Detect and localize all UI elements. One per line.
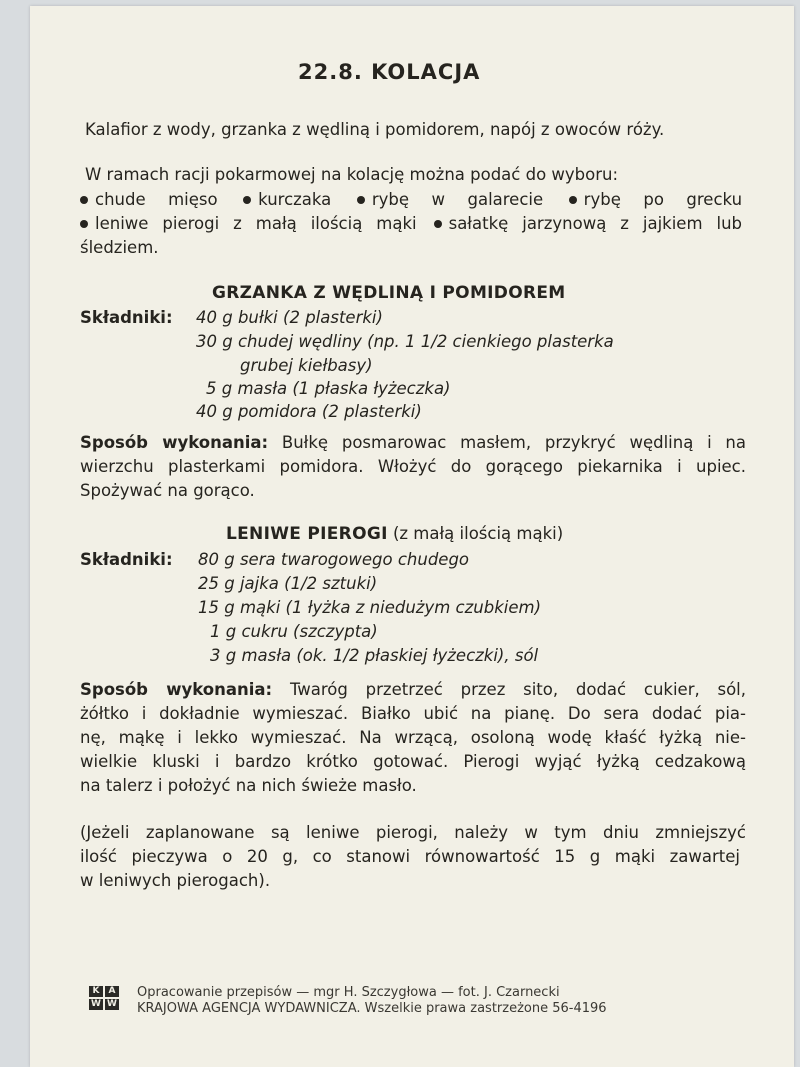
choice-item: leniwe pierogi z małą ilością mąki xyxy=(95,214,417,233)
choice-item: rybę w galarecie xyxy=(371,190,544,209)
recipe-2-subtitle: (z małą ilością mąki) xyxy=(392,524,564,543)
recipe-1-method-line: Spożywać na gorąco. xyxy=(80,481,255,500)
note-line: w leniwych pierogach). xyxy=(80,871,271,890)
recipe-1-method-label: Sposób wykonania: xyxy=(80,433,269,452)
ingredient-item: 80 g sera twarogowego chudego xyxy=(198,550,470,569)
page-title: 22.8. KOLACJA xyxy=(298,60,481,84)
ingredient-item: 25 g jajka (1/2 sztuki) xyxy=(198,574,378,593)
footer-credits: Opracowanie przepisów — mgr H. Szczygłowa — fot. J. Czarnecki xyxy=(137,985,560,1000)
recipe-1-method-line: Sposób wykonania: Bułkę posmarowac masłem, przykryć wędliną i na xyxy=(80,433,746,452)
recipe-2-method-line: żółtko i dokładnie wymieszać. Białko ubić na pianę. Do sera dodać pia- xyxy=(80,704,746,723)
note-line: (Jeżeli zaplanowane są leniwe pierogi, należy w tym dniu zmniejszyć xyxy=(80,823,746,842)
menu-line: Kalafior z wody, grzanka z wędliną i pomidorem, napój z owoców róży. xyxy=(85,120,665,139)
recipe-2-ingredients-label: Składniki: xyxy=(80,550,173,569)
bullet-icon xyxy=(357,196,365,204)
choice-item: chude mięso xyxy=(95,190,218,209)
recipe-1-method-line: wierzchu plasterkami pomidora. Włożyć do gorącego piekarnika i upiec. xyxy=(80,457,746,476)
choices-intro: W ramach racji pokarmowej na kolację można podać do wyboru: xyxy=(85,165,619,184)
footer-publisher: KRAJOWA AGENCJA WYDAWNICZA. Wszelkie prawa zastrzeżone 56-4196 xyxy=(137,1001,607,1016)
choice-item: rybę po grecku xyxy=(583,190,743,209)
recipe-2-method-line: wielkie kluski i bardzo krótko gotować. Pierogi wyjąć łyżką cedzakową xyxy=(80,752,746,771)
ingredient-item: grubej kiełbasy) xyxy=(240,356,373,375)
choices-line-2 xyxy=(80,212,742,236)
recipe-2-title: LENIWE PIEROGI xyxy=(226,524,388,544)
choice-item: kurczaka xyxy=(258,190,332,209)
recipe-2-method-line: na talerz i położyć na nich świeże masło. xyxy=(80,776,417,795)
bullet-icon xyxy=(243,196,251,204)
recipe-1-title: GRZANKA Z WĘDLINĄ I POMIDOREM xyxy=(212,283,566,303)
ingredient-item: 40 g bułki (2 plasterki) xyxy=(196,308,383,327)
bullet-icon xyxy=(434,220,442,228)
ingredient-item: 3 g masła (ok. 1/2 płaskiej łyżeczki), sól xyxy=(210,646,539,665)
recipe-1-ingredients-label: Składniki: xyxy=(80,308,173,327)
recipe-2-method-line: Sposób wykonania: Twaróg przetrzeć przez sito, dodać cukier, sól, xyxy=(80,680,747,699)
publisher-logo: K A W W xyxy=(89,986,119,1010)
recipe-2-method-label: Sposób wykonania: xyxy=(80,680,273,699)
bullet-icon xyxy=(80,196,88,204)
ingredient-item: 5 g masła (1 płaska łyżeczka) xyxy=(206,379,451,398)
ingredient-item: 1 g cukru (szczypta) xyxy=(210,622,378,641)
choice-item: sałatkę jarzynową z jajkiem lub xyxy=(448,214,743,233)
ingredient-item: 40 g pomidora (2 plasterki) xyxy=(196,402,422,421)
note-line: ilość pieczywa o 20 g, co stanowi równowartość 15 g mąki zawartej xyxy=(80,847,740,866)
bullet-icon xyxy=(569,196,577,204)
bullet-icon xyxy=(80,220,88,228)
ingredient-item: 30 g chudej wędliny (np. 1 1/2 cienkiego plasterka xyxy=(196,332,614,351)
recipe-2-title-line xyxy=(226,522,563,546)
choice-item: śledziem. xyxy=(80,238,159,257)
choices-line-1 xyxy=(80,188,742,212)
ingredient-item: 15 g mąki (1 łyżka z niedużym czubkiem) xyxy=(198,598,542,617)
recipe-2-method-line: nę, mąkę i lekko wymieszać. Na wrzącą, osoloną wodę kłaść łyżką nie- xyxy=(80,728,746,747)
